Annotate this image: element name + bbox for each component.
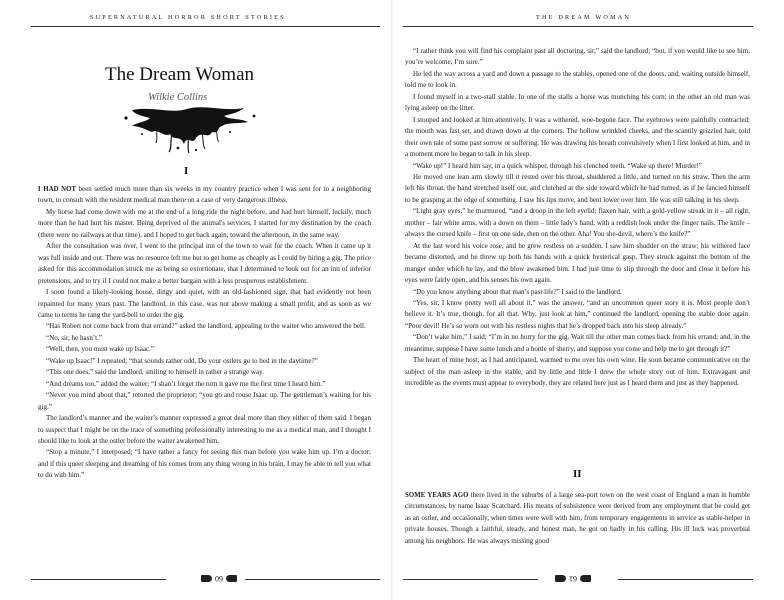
paragraph: SOME YEARS AGO there lived in the suburbs of a large sea-port town on the west coast of England a man in humble circumstances, by name Isaac Scatchard. His means of subsistence were derived from any employment that he could get as an ostler, and occasionally, when times were well with him, from temporary engagements in service as stable-helper in private houses. Though a faithful, steady, and honest man, he got on badly in his calling. His ill luck was proverbial among his neighbors. He was always missing good [405,491,750,545]
footer-rule [403,579,538,580]
left-page [0,0,391,600]
paragraph: The landlord’s manner and the waiter’s manner expressed a great deal more than they either of them said. I began to suspect that I might be on the trace of something professionally interesting to me as a medical man, and I thought I should like to look at the ostler before the waiter awakened him. [38,414,371,445]
header-rule [31,26,380,27]
page-number: 60 [215,574,223,583]
folio [201,574,237,583]
paragraph: “Well, then, you must wake up Isaac.” [46,345,155,354]
header-rule [403,26,753,27]
paragraph: “Stop a minute,” I interposed; “I have rather a fancy for seeing this man before you wake him up. I’m a doctor; and if this queer sleeping and dreaming of his comes from any thing wrong in his brain, I may be able to tell you what to do with him.” [38,448,371,480]
lead-in: I HAD NOT [38,186,77,193]
paragraph: “Light gray eyes,” he murmured, “and a droop in the left eyelid; flaxen hair, with a gold-yellow streak in it – all right, mother – fair white arms, with a down on them – little lady’s hand, with a reddish look under the finger nails. The knife – always the cursed knife – first on one side, then on the other. Aha! You she-devil, where’s the knife?” [405,207,750,239]
footer-rule [31,579,166,580]
fleuron-icon [226,575,237,582]
paragraph: I HAD NOT been settled much more than six weeks in my country practice when I was sent for to a neighboring town, to consult with the resident medical man there on a case of very dangerous illness. [38,185,371,205]
page-footer [403,574,753,584]
paragraph: I found myself in a two-stall stable. In one of the stalls a horse was munching his corn; in the other an old man was lying asleep on the litter. [405,92,750,113]
right-body-text-section-2 [405,490,750,547]
page-footer [31,574,380,584]
paragraph: At the last word his voice rose, and he grew restless on a sudden. I saw him shudder on the straw; his withered face became distorted, and he threw up both his hands with a quick hysterical gasp. They struck against the bottom of the manger under which he lay, and the blow awakened him. I had just time to slip through the door and close it before his eyes were fairly open, and his senses his own again. [405,241,750,285]
story-author: Wilkie Collins [148,92,208,103]
paragraph: “And dreams too,” added the waiter; “I shan’t forget the turn it gave me the first time I heard him.” [46,379,326,388]
paragraph: “Has Robert not come back from that errand?” asked the landlord, appealing to the waiter who answered the bell. [46,322,366,331]
footer-rule [618,579,753,580]
page-number: 61 [569,574,577,583]
paragraph: “This one does,” said the landlord, smiling to himself in rather a strange way. [46,368,264,377]
folio [555,574,591,583]
section-number: I [184,165,189,177]
right-page [393,0,784,600]
paragraph: He moved one lean arm slowly till it rested over his throat, shuddered a little, and turned on his straw. Then the arm left his throat, the hand stretched itself out, and clutched at the side toward which he had turned, as if he fancied himself to be grasping at the edge of something. I saw his lips move, and bent lower over him. He was still talking in his sleep. [405,172,750,204]
paragraph: “Do you know anything about that man’s past life?” I said to the landlord. [413,287,622,296]
paragraph: After the consultation was over, I went to the principal inn of the town to wait for the coach. When it came up it was full inside and out. There was no resource left me but to get home as cheaply as I could by hiring a gig. The price asked for this accommodation struck me as being so extortionate, that I determined to look out for an inn of inferior pretensions, and to try if I could not make a better bargain with a less prosperous establishment. [38,242,371,285]
fleuron-icon [201,575,212,582]
paragraph: “I rather think you will find his complaint past all doctoring, sir,” said the landlord; “but, if you would like to see him, you’re welcome, I’m sure.” [405,47,750,67]
story-title: The Dream Woman [105,64,255,85]
paragraph: He led the way across a yard and down a passage to the stables, opened one of the doors, and, waiting outside himself, told me to look in. [405,69,750,90]
paragraph: The heart of mine host, as I had anticipated, warmed to me over his own wine. He soon became communicative on the subject of the man asleep in the stable, and by little and little I drew the whole story out of him. Extravagant and incredible as the events must appear to everybody, they are related here just as I heard them and just as they happened. [405,356,750,388]
lead-in: SOME YEARS AGO [405,492,469,499]
right-body-text [405,46,750,390]
fleuron-icon [580,575,591,582]
paragraph: “Don’t wake him,” I said; “I’m in no hurry for the gig. Wait till the other man comes back from his errand; and, in the meantime, suppose I have some lunch and a bottle of sherry, and suppose you come and help me to get through it?” [405,333,750,353]
footer-rule [245,579,380,580]
running-head: SUPERNATURAL HORROR SHORT STORIES [90,14,286,21]
fleuron-icon [555,575,566,582]
paragraph: I soon found a likely-looking house, dingy and quiet, with an old-fashioned sign, that had evidently not been repainted for many years past. The landlord, in this case, was not above making a small profit, and as soon as we came to terms he rang the yard-bell to order the gig. [38,288,371,319]
paragraph: My horse had come down with me at the end of a long ride the night before, and had hurt himself, luckily, much more than he had hurt his master. Being deprived of the animal's services, I started for my destination by the coach (there were no railways at that time), and I hoped to get back again, toward the afternoon, in the same way. [38,207,371,239]
ink-splash-ornament [112,104,262,154]
left-body-text [38,184,371,482]
paragraph: “No, sir, he hasn’t.” [46,333,102,342]
paragraph: “Wake up Isaac!” I repeated; “that sounds rather odd. Do your ostlers go to bed in the daytime?” [46,356,318,365]
running-head: THE DREAM WOMAN [536,14,632,21]
paragraph: “Wake up!” I heard him say, in a quick whisper, through his clenched teeth. “Wake up there! Murder!” [413,161,702,170]
section-number: II [573,468,582,480]
paragraph: I stooped and looked at him attentively. It was a withered, woe-begone face. The eyebrows were painfully contracted; the mouth was fast set, and drawn down at the corners. The hollow wrinkled cheeks, and the scantily grizzled hair, told their own tale of some past sorrow or suffering. He was drawing his breath convulsively when I first looked at him, and in a moment more he began to talk in his sleep. [405,115,750,159]
paragraph: “Yes, sir, I know pretty well all about it,” was the answer, “and an uncommon queer story it is. Most people don’t believe it. It’s true, though, for all that. Why, just look at him,” continued the landlord, opening the stable door again. “Poor devil! He’s so worn out with his restless nights that he’s dropped back into his sleep already.” [405,298,750,330]
paragraph: “Never you mind about that,” retorted the proprietor; “you go and rouse Isaac up. The gentleman’s waiting for his gig.” [38,391,371,411]
